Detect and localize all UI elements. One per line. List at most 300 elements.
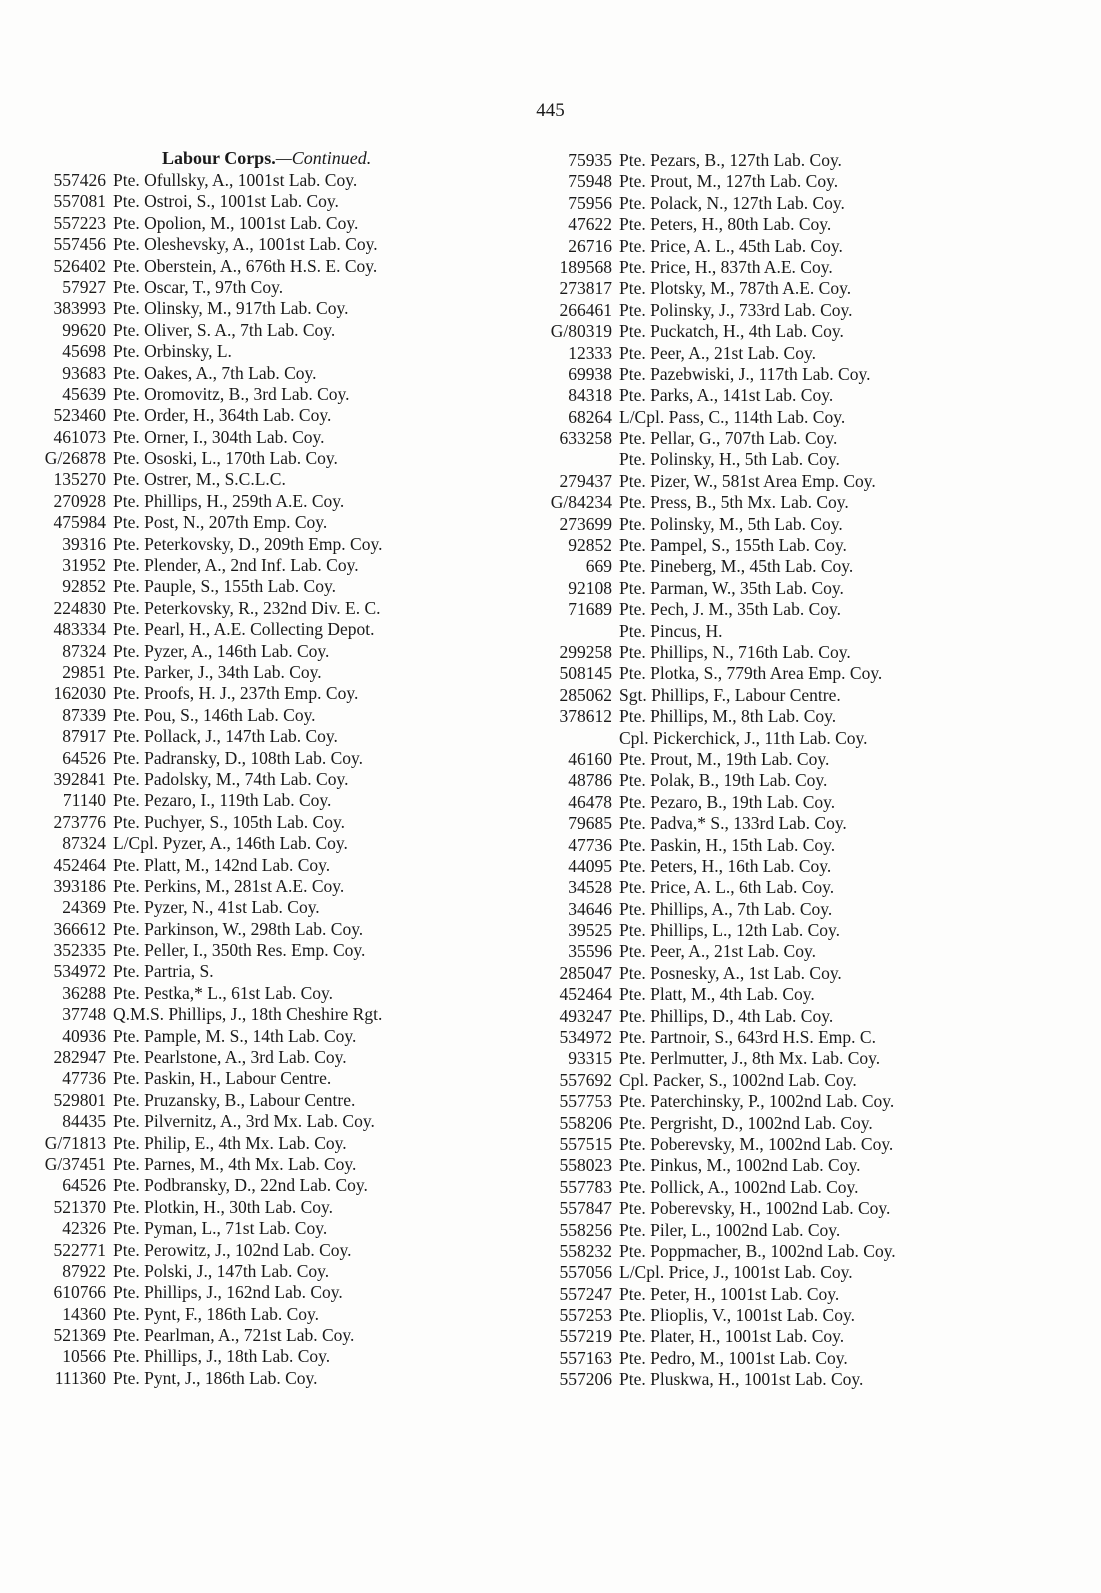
list-item: [44, 234, 544, 255]
entry-text: Pte. Peters, H., 80th Lab. Coy.: [619, 214, 832, 235]
service-number: 475984: [53, 512, 106, 533]
entry-text: Pte. Pergrisht, D., 1002nd Lab. Coy.: [619, 1112, 873, 1133]
list-item: [44, 1197, 544, 1218]
service-number: 47736: [568, 834, 612, 855]
entry-text: Pte. Parkinson, W., 298th Lab. Coy.: [113, 918, 364, 939]
list-item: [545, 856, 1065, 877]
list-item: [545, 556, 1065, 577]
list-item: [44, 1004, 544, 1025]
list-item: [44, 191, 544, 212]
list-item: [44, 427, 544, 448]
entry-text: Pte. Pinkus, M., 1002nd Lab. Coy.: [619, 1155, 861, 1176]
service-number: 285047: [559, 962, 612, 983]
list-item: [44, 512, 544, 533]
entry-text: Pte. Pollick, A., 1002nd Lab. Coy.: [619, 1176, 859, 1197]
entry-text: Pte. Phillips, L., 12th Lab. Coy.: [619, 920, 841, 941]
service-number: 483334: [53, 619, 106, 640]
list-item: [44, 940, 544, 961]
entry-text: Pte. Phillips, J., 18th Lab. Coy.: [113, 1346, 331, 1367]
list-item: [545, 385, 1065, 406]
entry-text: Pte. Ofullsky, A., 1001st Lab. Coy.: [113, 170, 358, 190]
list-item: [545, 792, 1065, 813]
service-number: 71689: [568, 599, 612, 620]
service-number: 46478: [568, 791, 612, 812]
entry-text: Pte. Price, A. L., 45th Lab. Coy.: [619, 235, 843, 256]
service-number: 46160: [568, 748, 612, 769]
service-number: 610766: [53, 1282, 106, 1303]
list-item: [545, 1134, 1065, 1155]
right-entry-list: [545, 150, 1065, 1391]
service-number: 493247: [559, 1005, 612, 1026]
entry-text: Pte. Pezars, B., 127th Lab. Coy.: [619, 150, 842, 170]
entry-text: Pte. Puckatch, H., 4th Lab. Coy.: [619, 321, 844, 342]
service-number: 42326: [62, 1218, 106, 1239]
service-number: 71140: [62, 790, 106, 811]
service-number: 522771: [53, 1239, 106, 1260]
service-number: 529801: [53, 1089, 106, 1110]
service-number: 224830: [53, 597, 106, 618]
entry-text: Pte. Prout, M., 127th Lab. Coy.: [619, 171, 839, 192]
service-number: 64526: [62, 747, 106, 768]
service-number: 273817: [559, 278, 612, 299]
entry-text: Pte. Pedro, M., 1001st Lab. Coy.: [619, 1347, 848, 1368]
service-number: 39316: [62, 533, 106, 554]
service-number: G/80319: [550, 321, 612, 342]
list-item: [44, 320, 544, 341]
entry-text: Pte. Padransky, D., 108th Lab. Coy.: [113, 747, 363, 768]
entry-text: Pte. Parks, A., 141st Lab. Coy.: [619, 385, 834, 406]
list-item: [44, 726, 544, 747]
list-item: [545, 1048, 1065, 1069]
entry-text: Pte. Pample, M. S., 14th Lab. Coy.: [113, 1025, 357, 1046]
section-heading: [44, 146, 544, 170]
entry-text: Pte. Poberevsky, H., 1002nd Lab. Coy.: [619, 1198, 891, 1219]
service-number: 26716: [568, 235, 612, 256]
list-item: [44, 1325, 544, 1346]
list-item: [545, 642, 1065, 663]
service-number: 273776: [53, 811, 106, 832]
entry-text: Pte. Peterkovsky, D., 209th Emp. Coy.: [113, 533, 383, 554]
list-item: [545, 685, 1065, 706]
entry-text: Pte. Pyman, L., 71st Lab. Coy.: [113, 1218, 328, 1239]
service-number: 557692: [559, 1069, 612, 1090]
entry-text: L/Cpl. Price, J., 1001st Lab. Coy.: [619, 1262, 853, 1283]
entry-text: Pte. Polski, J., 147th Lab. Coy.: [113, 1260, 330, 1281]
list-item: [545, 835, 1065, 856]
list-item: [44, 469, 544, 490]
entry-text: Pte. Oleshevsky, A., 1001st Lab. Coy.: [113, 234, 378, 255]
list-item: [44, 598, 544, 619]
service-number: 633258: [559, 428, 612, 449]
section-continued: —Continued.: [275, 148, 372, 168]
entry-text: Pte. Phillips, A., 7th Lab. Coy.: [619, 898, 833, 919]
list-item: [44, 705, 544, 726]
entry-text: Pte. Piler, L., 1002nd Lab. Coy.: [619, 1219, 841, 1240]
list-item: [44, 769, 544, 790]
entry-text: Pte. Orner, I., 304th Lab. Coy.: [113, 426, 325, 447]
list-item: [44, 683, 544, 704]
entry-text: Pte. Pearl, H., A.E. Collecting Depot.: [113, 619, 375, 640]
list-item: [545, 514, 1065, 535]
service-number: 10566: [62, 1346, 106, 1367]
service-number: 84318: [568, 385, 612, 406]
entry-text: Pte. Parnes, M., 4th Mx. Lab. Coy.: [113, 1153, 357, 1174]
service-number: 34528: [568, 877, 612, 898]
entry-text: Pte. Podbransky, D., 22nd Lab. Coy.: [113, 1175, 368, 1196]
entry-text: Pte. Pizer, W., 581st Area Emp. Coy.: [619, 470, 876, 491]
entry-text: Q.M.S. Phillips, J., 18th Cheshire Rgt.: [113, 1004, 383, 1025]
list-item: [545, 150, 1065, 171]
entry-text: Pte. Pech, J. M., 35th Lab. Coy.: [619, 599, 841, 620]
list-item: [44, 1047, 544, 1068]
entry-text: Pte. Oberstein, A., 676th H.S. E. Coy.: [113, 255, 378, 276]
entry-text: Pte. Pellar, G., 707th Lab. Coy.: [619, 428, 838, 449]
list-item: [545, 171, 1065, 192]
service-number: 557081: [53, 191, 106, 212]
list-item: [545, 984, 1065, 1005]
entry-text: Pte. Phillips, D., 4th Lab. Coy.: [619, 1005, 834, 1026]
service-number: G/84234: [550, 492, 612, 513]
service-number: 93683: [62, 362, 106, 383]
service-number: 87324: [62, 833, 106, 854]
entry-text: Pte. Oscar, T., 97th Coy.: [113, 276, 284, 297]
list-item: [44, 363, 544, 384]
service-number: 14360: [62, 1303, 106, 1324]
service-number: 534972: [559, 1027, 612, 1048]
service-number: 557426: [53, 170, 106, 190]
list-item: [545, 214, 1065, 235]
service-number: 64526: [62, 1175, 106, 1196]
entry-text: Pte. Perkins, M., 281st A.E. Coy.: [113, 875, 345, 896]
service-number: G/37451: [44, 1153, 106, 1174]
entry-text: Pte. Pearlman, A., 721st Lab. Coy.: [113, 1325, 355, 1346]
list-item: [44, 961, 544, 982]
list-item: [44, 1111, 544, 1132]
service-number: 44095: [568, 855, 612, 876]
service-number: 45698: [62, 341, 106, 362]
service-number: 557223: [53, 212, 106, 233]
service-number: 558256: [559, 1219, 612, 1240]
list-item: [545, 578, 1065, 599]
service-number: 557847: [559, 1198, 612, 1219]
entry-text: Pte. Phillips, N., 716th Lab. Coy.: [619, 641, 851, 662]
entry-text: Pte. Padolsky, M., 74th Lab. Coy.: [113, 768, 349, 789]
entry-text: Pte. Plender, A., 2nd Inf. Lab. Coy.: [113, 555, 359, 576]
service-number: 523460: [53, 405, 106, 426]
entry-text: Pte. Oliver, S. A., 7th Lab. Coy.: [113, 319, 336, 340]
service-number: [545, 728, 619, 749]
service-number: 393186: [53, 875, 106, 896]
list-item: [44, 491, 544, 512]
entry-text: Pte. Partria, S.: [113, 961, 214, 982]
list-item: [545, 621, 1065, 642]
service-number: 79685: [568, 813, 612, 834]
list-item: [545, 1220, 1065, 1241]
entry-text: Pte. Pazebwiski, J., 117th Lab. Coy.: [619, 363, 871, 384]
entry-text: Pte. Pezaro, B., 19th Lab. Coy.: [619, 791, 836, 812]
entry-text: Cpl. Packer, S., 1002nd Lab. Coy.: [619, 1069, 857, 1090]
entry-text: Pte. Proofs, H. J., 237th Emp. Coy.: [113, 683, 359, 704]
service-number: 35596: [568, 941, 612, 962]
service-number: 162030: [53, 683, 106, 704]
service-number: 189568: [559, 256, 612, 277]
list-item: [545, 321, 1065, 342]
service-number: 452464: [53, 854, 106, 875]
list-item: [44, 1068, 544, 1089]
service-number: 111360: [54, 1367, 106, 1388]
list-item: [545, 300, 1065, 321]
list-item: [44, 1346, 544, 1367]
list-item: [545, 1198, 1065, 1219]
entry-text: Pte. Pineberg, M., 45th Lab. Coy.: [619, 556, 854, 577]
service-number: 57927: [62, 276, 106, 297]
list-item: [44, 213, 544, 234]
service-number: 557456: [53, 234, 106, 255]
list-item: [44, 983, 544, 1004]
list-item: [545, 920, 1065, 941]
list-item: [545, 599, 1065, 620]
list-item: [44, 897, 544, 918]
entry-text: Pte. Poppmacher, B., 1002nd Lab. Coy.: [619, 1240, 896, 1261]
entry-text: Pte. Opolion, M., 1001st Lab. Coy.: [113, 212, 359, 233]
list-item: [545, 813, 1065, 834]
list-item: [545, 1241, 1065, 1262]
entry-text: Pte. Pearlstone, A., 3rd Lab. Coy.: [113, 1047, 347, 1068]
service-number: 75935: [568, 150, 612, 170]
list-item: [545, 749, 1065, 770]
list-item: [545, 770, 1065, 791]
entry-text: Pte. Peterkovsky, R., 232nd Div. E. C.: [113, 597, 381, 618]
entry-text: Pte. Prout, M., 19th Lab. Coy.: [619, 748, 830, 769]
service-number: 557783: [559, 1176, 612, 1197]
list-item: [545, 471, 1065, 492]
list-item: [44, 1218, 544, 1239]
service-number: 557163: [559, 1347, 612, 1368]
list-item: [44, 555, 544, 576]
service-number: 521369: [53, 1325, 106, 1346]
service-number: 69938: [568, 363, 612, 384]
service-number: 557206: [559, 1369, 612, 1390]
list-item: [44, 534, 544, 555]
service-number: 508145: [559, 663, 612, 684]
list-item: [44, 298, 544, 319]
list-item: [545, 193, 1065, 214]
service-number: 92852: [62, 576, 106, 597]
list-item: [44, 833, 544, 854]
service-number: 87339: [62, 704, 106, 725]
entry-text: Pte. Pollack, J., 147th Lab. Coy.: [113, 726, 338, 747]
list-item: [44, 1154, 544, 1175]
entry-text: Pte. Paskin, H., Labour Centre.: [113, 1068, 332, 1089]
entry-text: Pte. Polinsky, M., 5th Lab. Coy.: [619, 513, 843, 534]
list-item: [44, 1240, 544, 1261]
service-number: G/71813: [44, 1132, 106, 1153]
service-number: 557247: [559, 1283, 612, 1304]
entry-text: Pte. Peter, H., 1001st Lab. Coy.: [619, 1283, 840, 1304]
entry-text: Pte. Peer, A., 21st Lab. Coy.: [619, 941, 816, 962]
entry-text: Pte. Platt, M., 4th Lab. Coy.: [619, 984, 815, 1005]
service-number: 12333: [568, 342, 612, 363]
list-item: [545, 492, 1065, 513]
service-number: 92852: [568, 535, 612, 556]
entry-text: Pte. Paskin, H., 15th Lab. Coy.: [619, 834, 836, 855]
list-item: [44, 619, 544, 640]
entry-text: Pte. Ostrer, M., S.C.L.C.: [113, 469, 286, 490]
service-number: 282947: [53, 1047, 106, 1068]
entry-text: Pte. Price, H., 837th A.E. Coy.: [619, 256, 833, 277]
list-item: [545, 899, 1065, 920]
entry-text: Pte. Phillips, J., 162nd Lab. Coy.: [113, 1282, 343, 1303]
list-item: [545, 278, 1065, 299]
entry-text: Pte. Plioplis, V., 1001st Lab. Coy.: [619, 1305, 855, 1326]
list-item: [44, 790, 544, 811]
service-number: 87917: [62, 726, 106, 747]
right-column: [545, 150, 1065, 1391]
entry-text: Pte. Peller, I., 350th Res. Emp. Coy.: [113, 940, 366, 961]
entry-text: Pte. Paterchinsky, P., 1002nd Lab. Coy.: [619, 1091, 895, 1112]
entry-text: Pte. Price, A. L., 6th Lab. Coy.: [619, 877, 835, 898]
service-number: 47622: [568, 214, 612, 235]
entry-text: Pte. Polack, N., 127th Lab. Coy.: [619, 192, 845, 213]
list-item: [545, 963, 1065, 984]
entry-text: L/Cpl. Pyzer, A., 146th Lab. Coy.: [113, 833, 348, 854]
service-number: 48786: [568, 770, 612, 791]
service-number: 557753: [559, 1091, 612, 1112]
entry-text: Pte. Press, B., 5th Mx. Lab. Coy.: [619, 492, 849, 513]
service-number: 37748: [62, 1004, 106, 1025]
service-number: 352335: [53, 940, 106, 961]
list-item: [545, 1006, 1065, 1027]
list-item: [545, 236, 1065, 257]
entry-text: Pte. Pyzer, A., 146th Lab. Coy.: [113, 640, 330, 661]
entry-text: Pte. Partnoir, S., 643rd H.S. Emp. C.: [619, 1027, 876, 1048]
list-item: [545, 449, 1065, 470]
entry-text: Pte. Pynt, J., 186th Lab. Coy.: [113, 1367, 318, 1388]
list-item: [44, 256, 544, 277]
list-item: [545, 364, 1065, 385]
entry-text: Pte. Pyzer, N., 41st Lab. Coy.: [113, 897, 320, 918]
entry-text: Pte. Parman, W., 35th Lab. Coy.: [619, 577, 844, 598]
entry-text: Pte. Posnesky, A., 1st Lab. Coy.: [619, 962, 842, 983]
service-number: 135270: [53, 469, 106, 490]
entry-text: Pte. Orbinsky, L.: [113, 341, 232, 362]
list-item: [545, 1155, 1065, 1176]
list-item: [44, 277, 544, 298]
service-number: 75956: [568, 192, 612, 213]
list-item: [44, 1133, 544, 1154]
service-number: 47736: [62, 1068, 106, 1089]
list-item: [44, 662, 544, 683]
entry-text: Pte. Ososki, L., 170th Lab. Coy.: [113, 448, 338, 469]
service-number: 558206: [559, 1112, 612, 1133]
service-number: 40936: [62, 1025, 106, 1046]
entry-text: Pte. Ostroi, S., 1001st Lab. Coy.: [113, 191, 339, 212]
list-item: [44, 1282, 544, 1303]
list-item: [44, 1090, 544, 1111]
entry-text: Pte. Plater, H., 1001st Lab. Coy.: [619, 1326, 845, 1347]
entry-text: Sgt. Phillips, F., Labour Centre.: [619, 684, 841, 705]
list-item: [44, 641, 544, 662]
entry-text: Pte. Parker, J., 34th Lab. Coy.: [113, 661, 322, 682]
left-entry-list: [44, 170, 544, 1389]
list-item: [44, 876, 544, 897]
service-number: 299258: [559, 641, 612, 662]
entry-text: Pte. Polinsky, J., 733rd Lab. Coy.: [619, 299, 853, 320]
list-item: [44, 576, 544, 597]
list-item: [44, 748, 544, 769]
list-item: [44, 448, 544, 469]
entry-text: Pte. Post, N., 207th Emp. Coy.: [113, 512, 328, 533]
list-item: [545, 877, 1065, 898]
entry-text: Pte. Pruzansky, B., Labour Centre.: [113, 1089, 356, 1110]
list-item: [545, 257, 1065, 278]
service-number: 279437: [559, 470, 612, 491]
service-number: 557253: [559, 1305, 612, 1326]
service-number: 24369: [62, 897, 106, 918]
service-number: 87922: [62, 1260, 106, 1281]
entry-text: Pte. Pampel, S., 155th Lab. Coy.: [619, 535, 847, 556]
list-item: [44, 1261, 544, 1282]
list-item: [44, 384, 544, 405]
entry-text: Pte. Pauple, S., 155th Lab. Coy.: [113, 576, 336, 597]
entry-text: Pte. Pynt, F., 186th Lab. Coy.: [113, 1303, 320, 1324]
entry-text: Pte. Pou, S., 146th Lab. Coy.: [113, 704, 316, 725]
entry-text: Pte. Perlmutter, J., 8th Mx. Lab. Coy.: [619, 1048, 881, 1069]
entry-text: Pte. Pincus, H.: [619, 620, 723, 641]
service-number: 68264: [568, 406, 612, 427]
list-item: [44, 812, 544, 833]
service-number: 87324: [62, 640, 106, 661]
service-number: 534972: [53, 961, 106, 982]
service-number: 392841: [53, 768, 106, 789]
entry-text: Pte. Pestka,* L., 61st Lab. Coy.: [113, 982, 334, 1003]
service-number: G/26878: [44, 448, 106, 469]
list-item: [44, 1026, 544, 1047]
service-number: 669: [585, 556, 612, 577]
service-number: 75948: [568, 171, 612, 192]
entry-text: Pte. Oakes, A., 7th Lab. Coy.: [113, 362, 317, 383]
list-item: [44, 405, 544, 426]
service-number: 93315: [568, 1048, 612, 1069]
list-item: [545, 407, 1065, 428]
entry-text: Pte. Plotsky, M., 787th A.E. Coy.: [619, 278, 852, 299]
entry-text: Pte. Phillips, M., 8th Lab. Coy.: [619, 706, 837, 727]
list-item: [44, 1175, 544, 1196]
service-number: 383993: [53, 298, 106, 319]
list-item: [44, 170, 544, 191]
service-number: 557056: [559, 1262, 612, 1283]
list-item: [44, 855, 544, 876]
list-item: [545, 1262, 1065, 1283]
list-item: [545, 706, 1065, 727]
entry-text: Pte. Poberevsky, M., 1002nd Lab. Coy.: [619, 1133, 894, 1154]
entry-text: Pte. Plotkin, H., 30th Lab. Coy.: [113, 1196, 334, 1217]
list-item: [545, 1284, 1065, 1305]
entry-text: Pte. Peer, A., 21st Lab. Coy.: [619, 342, 816, 363]
entry-text: Pte. Plotka, S., 779th Area Emp. Coy.: [619, 663, 883, 684]
service-number: 266461: [559, 299, 612, 320]
service-number: 285062: [559, 684, 612, 705]
list-item: [545, 1177, 1065, 1198]
entry-text: L/Cpl. Pass, C., 114th Lab. Coy.: [619, 406, 846, 427]
entry-text: Cpl. Pickerchick, J., 11th Lab. Coy.: [619, 727, 868, 748]
list-item: [545, 728, 1065, 749]
list-item: [545, 1305, 1065, 1326]
list-item: [545, 343, 1065, 364]
list-item: [44, 1304, 544, 1325]
service-number: [545, 449, 619, 470]
list-item: [545, 941, 1065, 962]
